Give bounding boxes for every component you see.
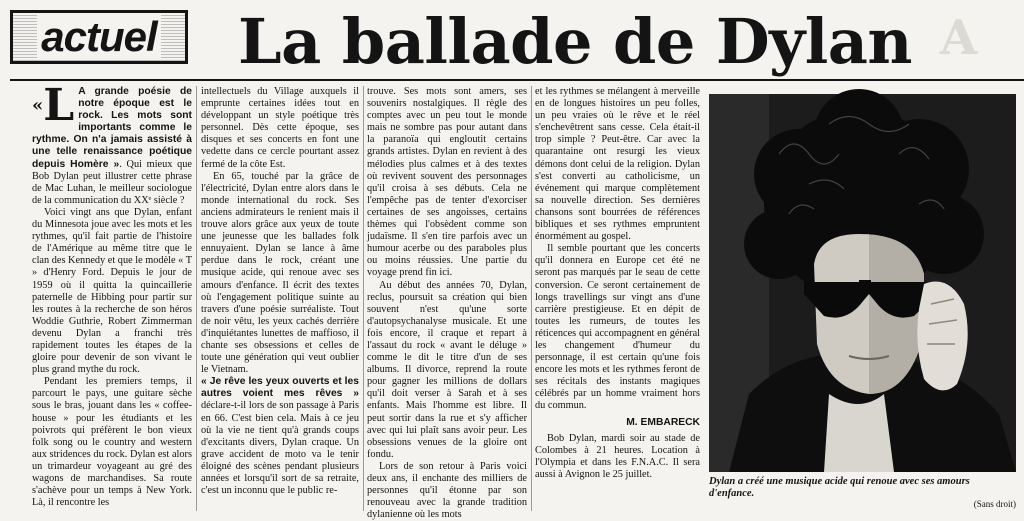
article-column-1 (32, 80, 192, 511)
article-column-4 (535, 86, 700, 511)
dylan-quote: « Je rêve les yeux ouverts et les autres voient mes rêves » (201, 376, 359, 400)
article-column-2 (201, 86, 359, 511)
bleed-through-text: A (940, 10, 978, 66)
drop-cap: «L (32, 80, 75, 131)
lead-continuation: . Qui mieux que Bob Dylan peut illustrer cette phrase de Mac Luhan, le meilleur sociologue de la communication du XXᵉ siècle ? (32, 158, 192, 206)
paragraph: Au début des années 70, Dylan, reclus, poursuit sa création qui bien souvent n'est qu'une sorte d'autopsychanalyse musicale. Et une fois encore, il craque et repart à l'assaut du rock « avant le déluge » comme le dit le titre d'un de ses albums. Il divorce, reprend la route pour gagner les millions de dollars qu'il doit verser à Sarah et à ses enfants. Mais l'homme est libre. Il peut sortir dans la rue et s'y afficher avec qui lui plaît sans avoir peur. Les obsessions venues de la gloire ont fondu. (367, 279, 527, 460)
article-column-3 (367, 86, 527, 521)
paragraph: et les rythmes se mélangent à merveille en de longues histoires un peu folles, un peu vraies où le rêve et le réel s'enchevêtrent sans cesse. Cela était-il trop simple ? Peut-être. Car avec la quarantaine ont resurgi les vieux démons dont celui de la religion. Dylan s'est converti au catholicisme, un événement qui marque complètement sa nouvelle direction. Ses dernières chansons sont bourrées de références bibliques et ses rythmes empruntent énormément au gospel. (535, 86, 700, 243)
paragraph: Pendant les premiers temps, il parcourt le pays, une guitare sèche sous le bras, jouant dans les « coffee-house » pour les étudiants et les poivrots qui préfèrent le bon vieux folk song ou le country and western aux stridences du rock. Dylan est alors un trimardeur voyageant au gré des wagons de marchandises. Sa route s'achève pour un temps à New York. Là, il rencontre les (32, 376, 192, 509)
article-headline: La ballade de Dylan (238, 5, 913, 78)
column-divider (363, 86, 364, 511)
concert-info: Bob Dylan, mardi soir au stade de Colombes à 21 heures. Location à l'Olympia et dans les F.N.A.C. Il sera aussi à Avignon le 25 juillet. (535, 432, 700, 480)
paragraph: « Je rêve les yeux ouverts et les autres voient mes rêves » déclare-t-il lors de son passage à Paris en 66. C'est bien cela. Mais à ce jeu où la vie ne tient qu'à grands coups d'excitants divers, Dylan craque. Un grave accident de moto va le tenir éloigné des scènes pendant plusieurs années et lorsqu'il sort de sa retraite, c'est un inconnu que le public re- (201, 376, 359, 497)
paragraph: Voici vingt ans que Dylan, enfant du Minnesota joue avec les mots et les rythmes, qu'il fait partie de l'histoire de l'Amérique au même titre que le clan des Kennedy et que le modèle « T » d'Henry Ford. Depuis le jour de 1959 où il quitta la quincaillerie paternelle de Hibbing pour partir sur les routes à la recherche de son héros Woddie Guthrie, Robert Zimmerman devenu Dylan a franchi très rapidement toutes les étapes de la gloire pour devenir de son vivant le plus grand mythe du rock. (32, 206, 192, 376)
paragraph: En 65, touché par la grâce de l'électricité, Dylan entre alors dans le monde international du rock. Ses anciens admirateurs le renient mais il trouve alors grâce aux yeux de toute une jeunesse que les ballades folk ennuyaient. Dylan se lance à âme perdue dans le rock, créant une musique acide, qui renoue avec ses amours d'enfance. Il écrit des textes où l'engagement politique suinte au travers d'une poésie surréaliste. Tout de noir vêtu, les yeux cachés derrière d'inquiétantes lunettes de maffioso, il chante ses obsessions et celles de toute une génération qui veut oublier le Vietnam. (201, 170, 359, 376)
caption-text: Dylan a créé une musique acide qui renoue avec ses amours d'enfance. (709, 476, 970, 499)
dylan-photo (709, 94, 1016, 472)
author-signature: M. EMBARECK (626, 416, 700, 428)
section-rubric (10, 10, 188, 64)
column-divider (531, 86, 532, 511)
paragraph: Lors de son retour à Paris voici deux ans, il enchante des milliers de personnes qu'il étonne par son renouveau avec la grande tradition dylanienne où les mots (367, 460, 527, 521)
rubric-label: actuel (37, 14, 160, 60)
paragraph: trouve. Ses mots sont amers, ses souvenirs nostalgiques. Il règle des comptes avec un peu tout le monde mais ne sombre pas pour autant dans la paranoïa qui engloutit certains grands artistes. Dylan en revient à des mélodies plus calmes et à des textes où revivent souvent des personnages qu'il croisa à ses débuts. Cela ne l'empêche pas de tenter d'exorciser certaines de ses angoisses, certains thèmes qui l'obsèdent comme son judaïsme. Il s'en tire parfois avec un humour acerbe ou des paraboles plus ou moins réussies. Une partie du voyage prend fin ici. (367, 86, 527, 279)
header-rule (10, 79, 1024, 81)
photo-credit: (Sans droit) (973, 499, 1016, 509)
photo-caption (709, 476, 1016, 512)
column-divider (196, 86, 197, 511)
paragraph: Il semble pourtant que les concerts qu'il donnera en Europe cet été ne seront pas marqués par le seau de cette conversion. Ce seront certainement de longs travellings sur vingt ans d'une carrière prestigieuse. Et en dépit de toutes les rumeurs, de toutes les réticences qui accompagnent en général les changement d'humeur du personnage, il est certain qu'une fois encore les mots et les rythmes feront de ses récitals des instants magiques célébrés par un homme vraiment hors du commun. (535, 243, 700, 412)
lead-paragraph (32, 80, 192, 207)
portrait-illustration (709, 94, 1016, 472)
paragraph: intellectuels du Village auxquels il emprunte certaines idées tout en développant un style poétique très personnel. Dès cette époque, ses disques et ses concerts en font une vedette dans ce cercle pourtant assez fermé de la côte Est. (201, 86, 359, 170)
lead-quote: A grande poésie de notre époque est le rock. Les mots sont importants comme le rythme. On n'a jamais assisté à une telle renaissance poétique depuis Homère » (32, 86, 192, 170)
